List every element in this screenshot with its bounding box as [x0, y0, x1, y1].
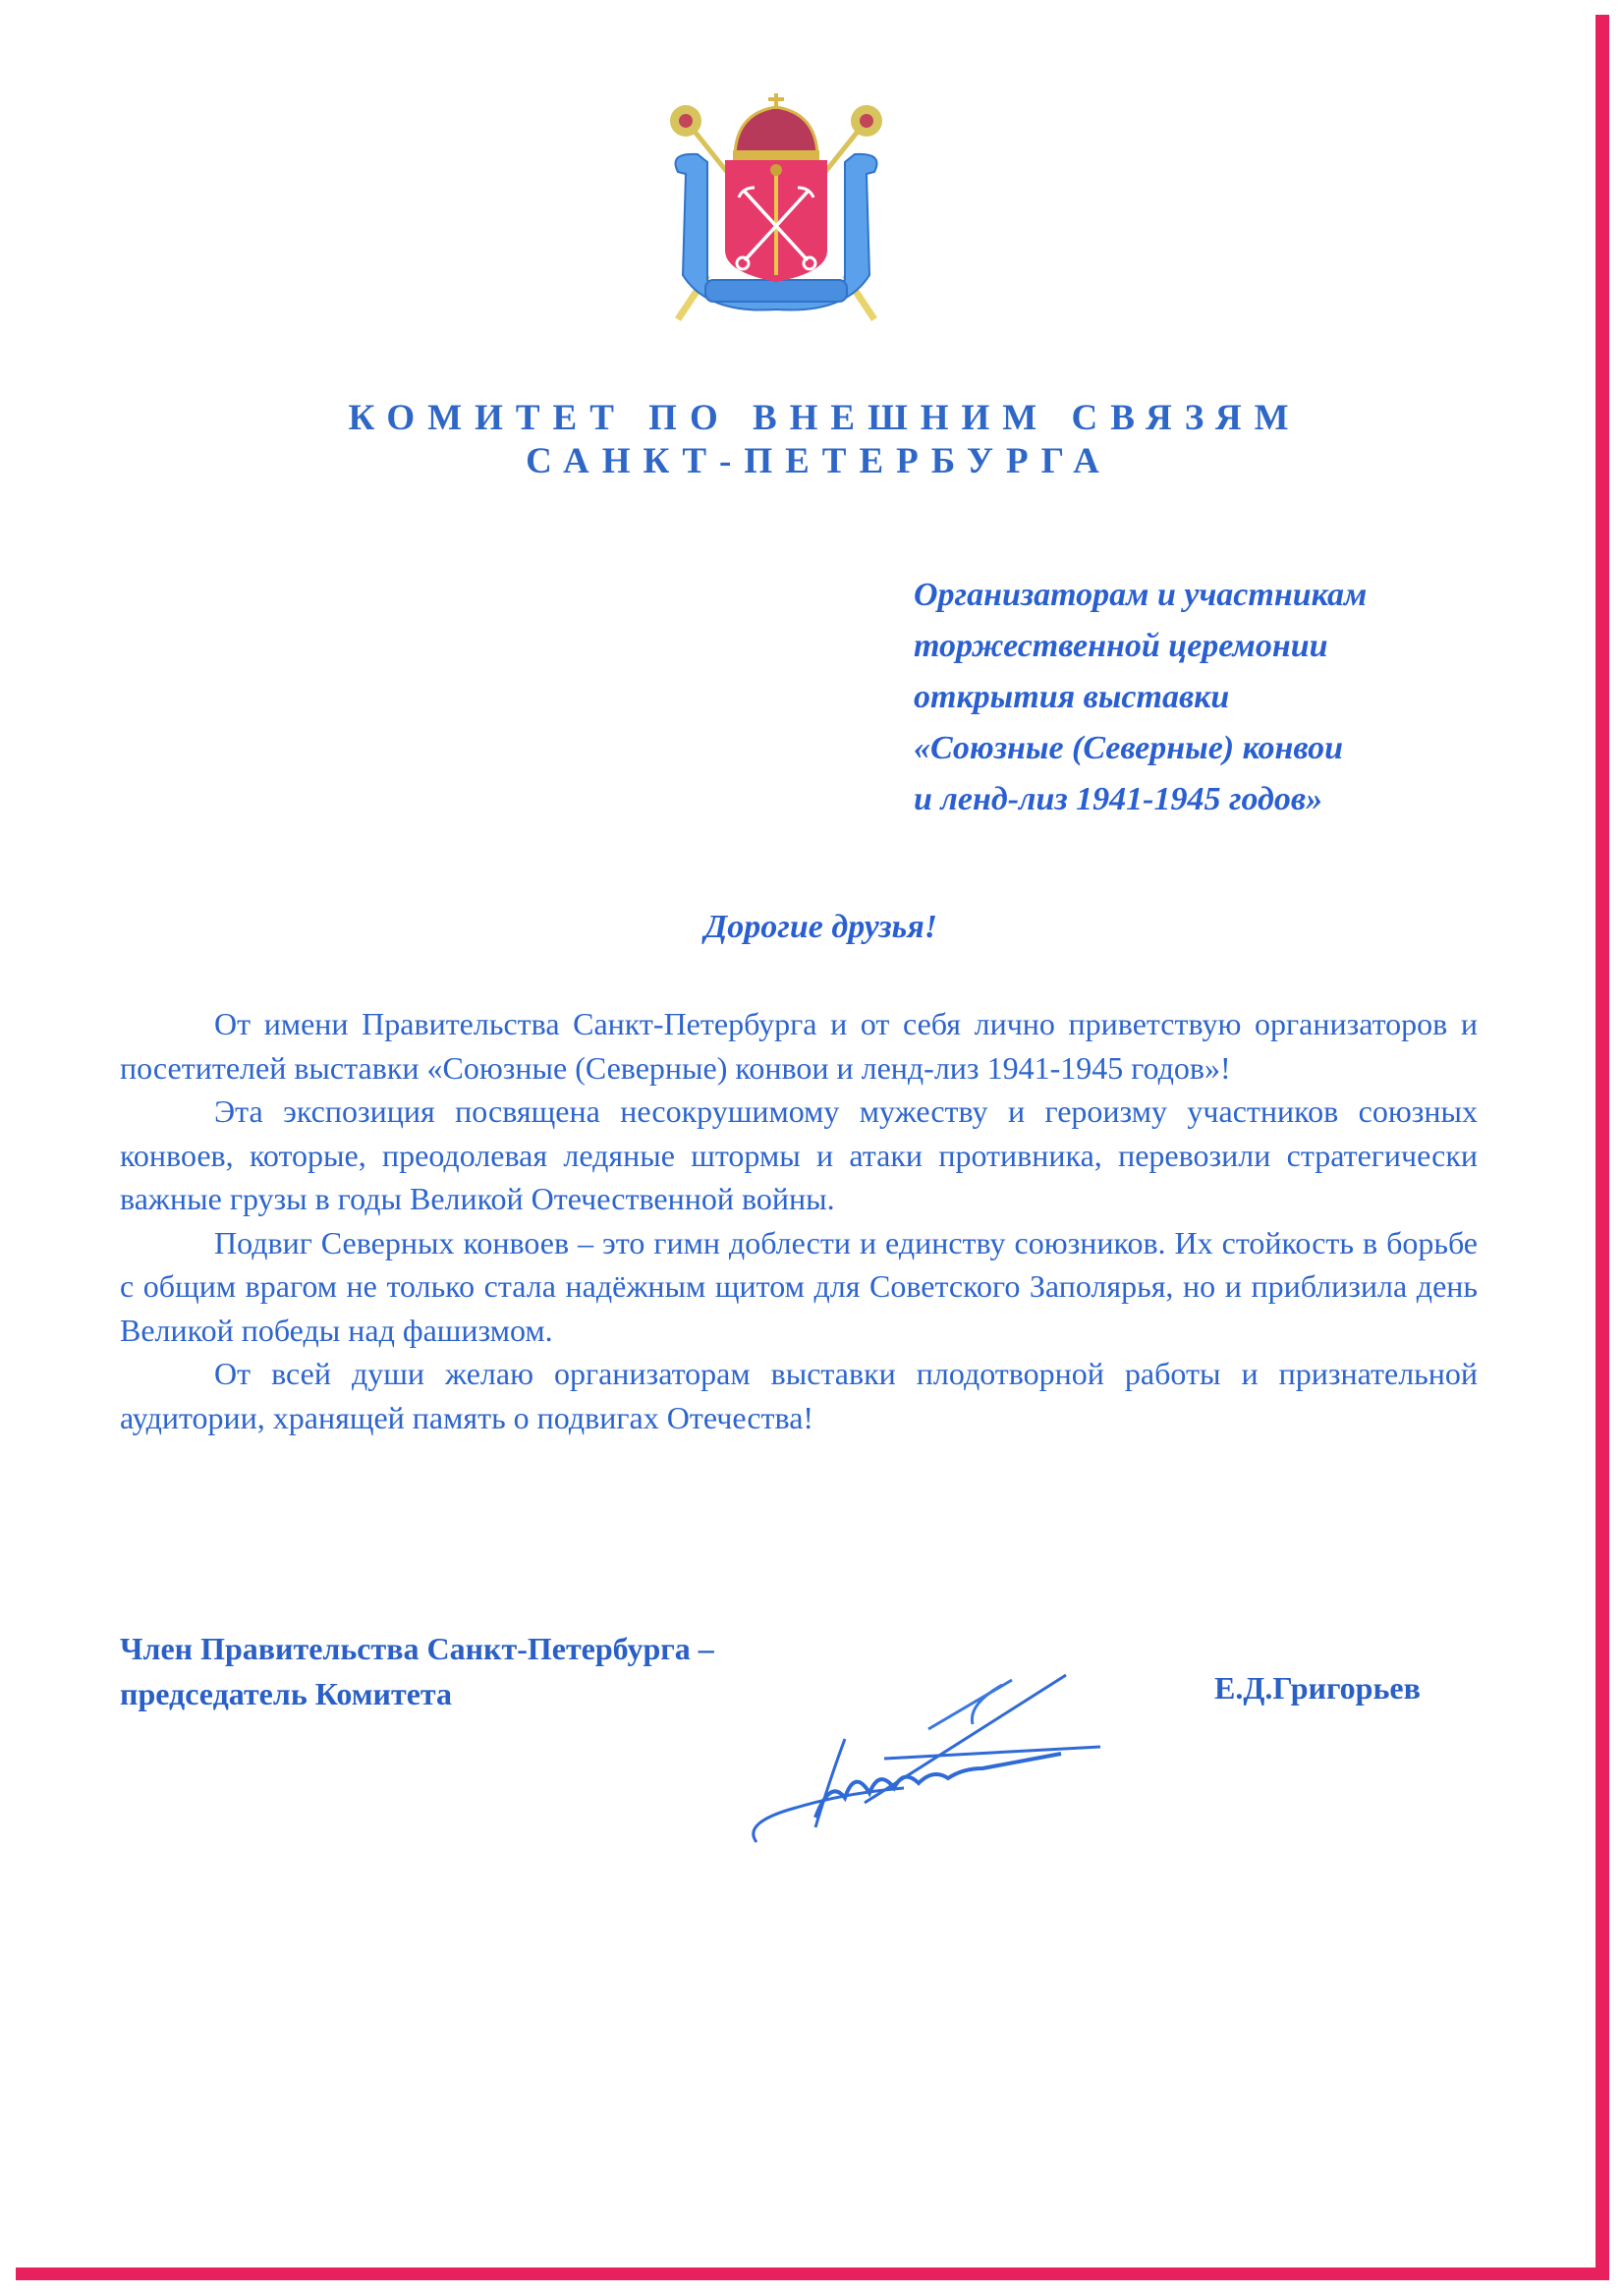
paragraph: Подвиг Северных конвоев – это гимн доблести и единству союзников. Их стойкость в борьбе с общим врагом не только стала надёжным щитом для Советского Заполярья, но и приблизила день Великой победы над фашизмом. — [120, 1224, 1478, 1348]
salutation: Дорогие друзья! — [704, 909, 937, 945]
paragraph: От всей души желаю организаторам выставки плодотворной работы и признательной аудитории, хранящей память о подвигах Отечества! — [120, 1356, 1478, 1435]
coat-of-arms-icon — [648, 93, 904, 329]
addressee-line: и ленд-лиз 1941-1945 годов» — [914, 781, 1323, 817]
addressee-line: «Союзные (Северные) конвои — [914, 730, 1344, 766]
org-title-line2: САНКТ-ПЕТЕРБУРГА — [526, 441, 1112, 481]
signatory-title-line1: Член Правительства Санкт-Петербурга – — [120, 1631, 714, 1666]
signatory-title-line2: председатель Комитета — [120, 1676, 452, 1711]
org-title-line1: КОМИТЕТ ПО ВНЕШНИМ СВЯЗЯМ — [348, 398, 1302, 438]
handwritten-signature — [737, 1631, 1326, 1857]
frame-border-bottom — [16, 2267, 1609, 2280]
addressee-block — [914, 570, 1523, 825]
paragraph: От имени Правительства Санкт-Петербурга и от себя лично приветствую организаторов и посетителей выставки «Союзные (Северные) конвои и ленд-лиз 1941-1945 годов»! — [120, 1006, 1478, 1086]
addressee-line: Организаторам и участникам — [914, 577, 1368, 613]
letter-body — [120, 1002, 1478, 1439]
signatory-title — [120, 1626, 714, 1716]
addressee-line: торжественной церемонии — [914, 628, 1328, 664]
signatory-name: Е.Д.Григорьев — [1214, 1670, 1421, 1706]
frame-border-right — [1596, 15, 1609, 2280]
paragraph: Эта экспозиция посвящена несокрушимому мужеству и героизму участников союзных конвоев, которые, преодолевая ледяные штормы и атаки противника, перевозили стратегически важные грузы в годы Великой Отечественной войны. — [120, 1093, 1478, 1216]
addressee-line: открытия выставки — [914, 679, 1230, 715]
